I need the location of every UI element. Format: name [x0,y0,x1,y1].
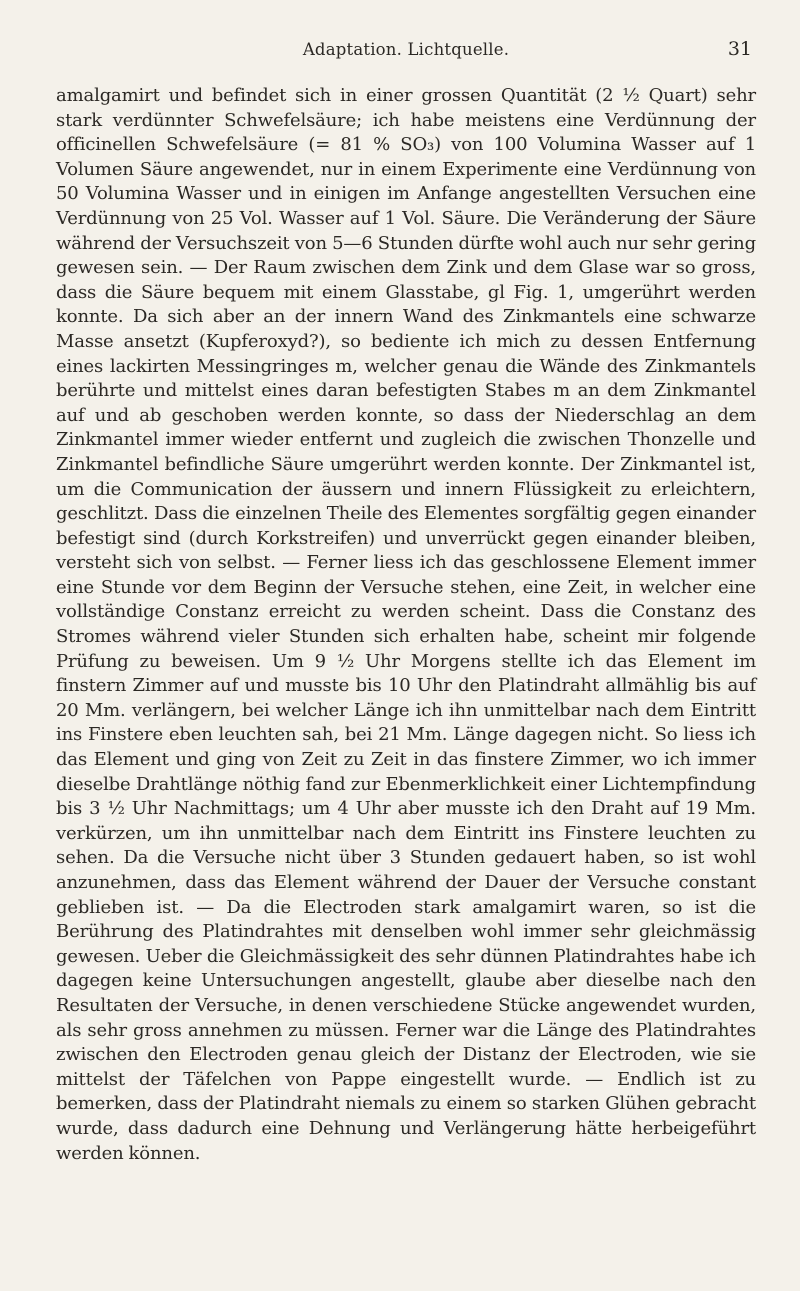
body-paragraph: amalgamirt und befindet sich in einer grossen Quantität (2 ½ Quart) sehr stark verdünnter Schwefelsäure; ich habe meistens eine Verdünnung der officinellen Schwefelsäure (= 81 % SO₃) von 100 Volumina Wasser auf 1 Volumen Säure angewendet, nur in einem Experimente eine Verdünnung von 50 Volumina Wasser und in einigen im Anfange angestellten Versuchen eine Verdünnung von 25 Vol. Wasser auf 1 Vol. Säure. Die Veränderung der Säure während der Versuchszeit von 5—6 Stunden dürfte wohl auch nur sehr gering gewesen sein. — Der Raum zwischen dem Zink und dem Glase war so gross, dass die Säure bequem mit einem Glasstabe, gl Fig. 1, umgerührt werden konnte. Da sich aber an der innern Wand des Zinkmantels eine schwarze Masse ansetzt (Kupferoxyd?), so bediente ich mich zu dessen Entfernung eines lackirten Messingringes m, welcher genau die Wände des Zinkmantels berührte und mittelst eines daran befestigten Stabes m an dem Zinkmantel auf und ab geschoben werden konnte, so dass der Niederschlag an dem Zinkmantel immer wieder entfernt und zugleich die zwischen Thonzelle und Zinkmantel befindliche Säure umgerührt werden konnte. Der Zinkmantel ist, um die Communication der äussern und innern Flüssigkeit zu erleichtern, geschlitzt. Dass die einzelnen Theile des Elementes sorgfältig gegen einander befestigt sind (durch Korkstreifen) und unverrückt gegen einander bleiben, versteht sich von selbst. — Ferner liess ich das geschlossene Element immer eine Stunde vor dem Beginn der Versuche stehen, eine Zeit, in welcher eine vollständige Constanz erreicht zu werden scheint. Dass die Constanz des Stromes während vieler Stunden sich erhalten habe, scheint mir folgende Prüfung zu beweisen. Um 9 ½ Uhr Morgens stellte ich das Element im finstern Zimmer auf und musste bis 10 Uhr den Platindraht allmählig bis auf 20 Mm. verlängern, bei welcher Länge ich ihn unmittelbar nach dem Eintritt ins Finstere eben leuchten sah, bei 21 Mm. Länge dagegen nicht. So liess ich das Element und ging von Zeit zu Zeit in das finstere Zimmer, wo ich immer dieselbe Drahtlänge nöthig fand zur Ebenmerklichkeit einer Lichtempfindung bis 3 ½ Uhr Nachmittags; um 4 Uhr aber musste ich den Draht auf 19 Mm. verkürzen, um ihn unmittelbar nach dem Eintritt ins Finstere leuchten zu sehen. Da die Versuche nicht über 3 Stunden gedauert haben, so ist wohl anzunehmen, dass das Element während der Dauer der Versuche constant geblieben ist. — Da die Electroden stark amalgamirt waren, so ist die Berührung des Platindrahtes mit denselben wohl immer sehr gleichmässig gewesen. Ueber die Gleichmässigkeit des sehr dünnen Platindrahtes habe ich dagegen keine Untersuchungen angestellt, glaube aber dieselbe nach den Resultaten der Versuche, in denen verschiedene Stücke angewendet wurden, als sehr gross annehmen zu müssen. Ferner war die Länge des Platindrahtes zwischen den Electroden genau gleich der Distanz der Electroden, wie sie mittelst der Täfelchen von Pappe eingestellt wurde. — Endlich ist zu bemerken, dass der Platindraht niemals zu einem so starken Glühen gebracht wurde, dass dadurch eine Dehnung und Verlängerung hätte herbeigeführt werden können. [56,85,756,1164]
running-title: Adaptation. Lichtquelle. [302,40,510,59]
page-number: 31 [727,38,752,60]
page-header [56,40,756,84]
